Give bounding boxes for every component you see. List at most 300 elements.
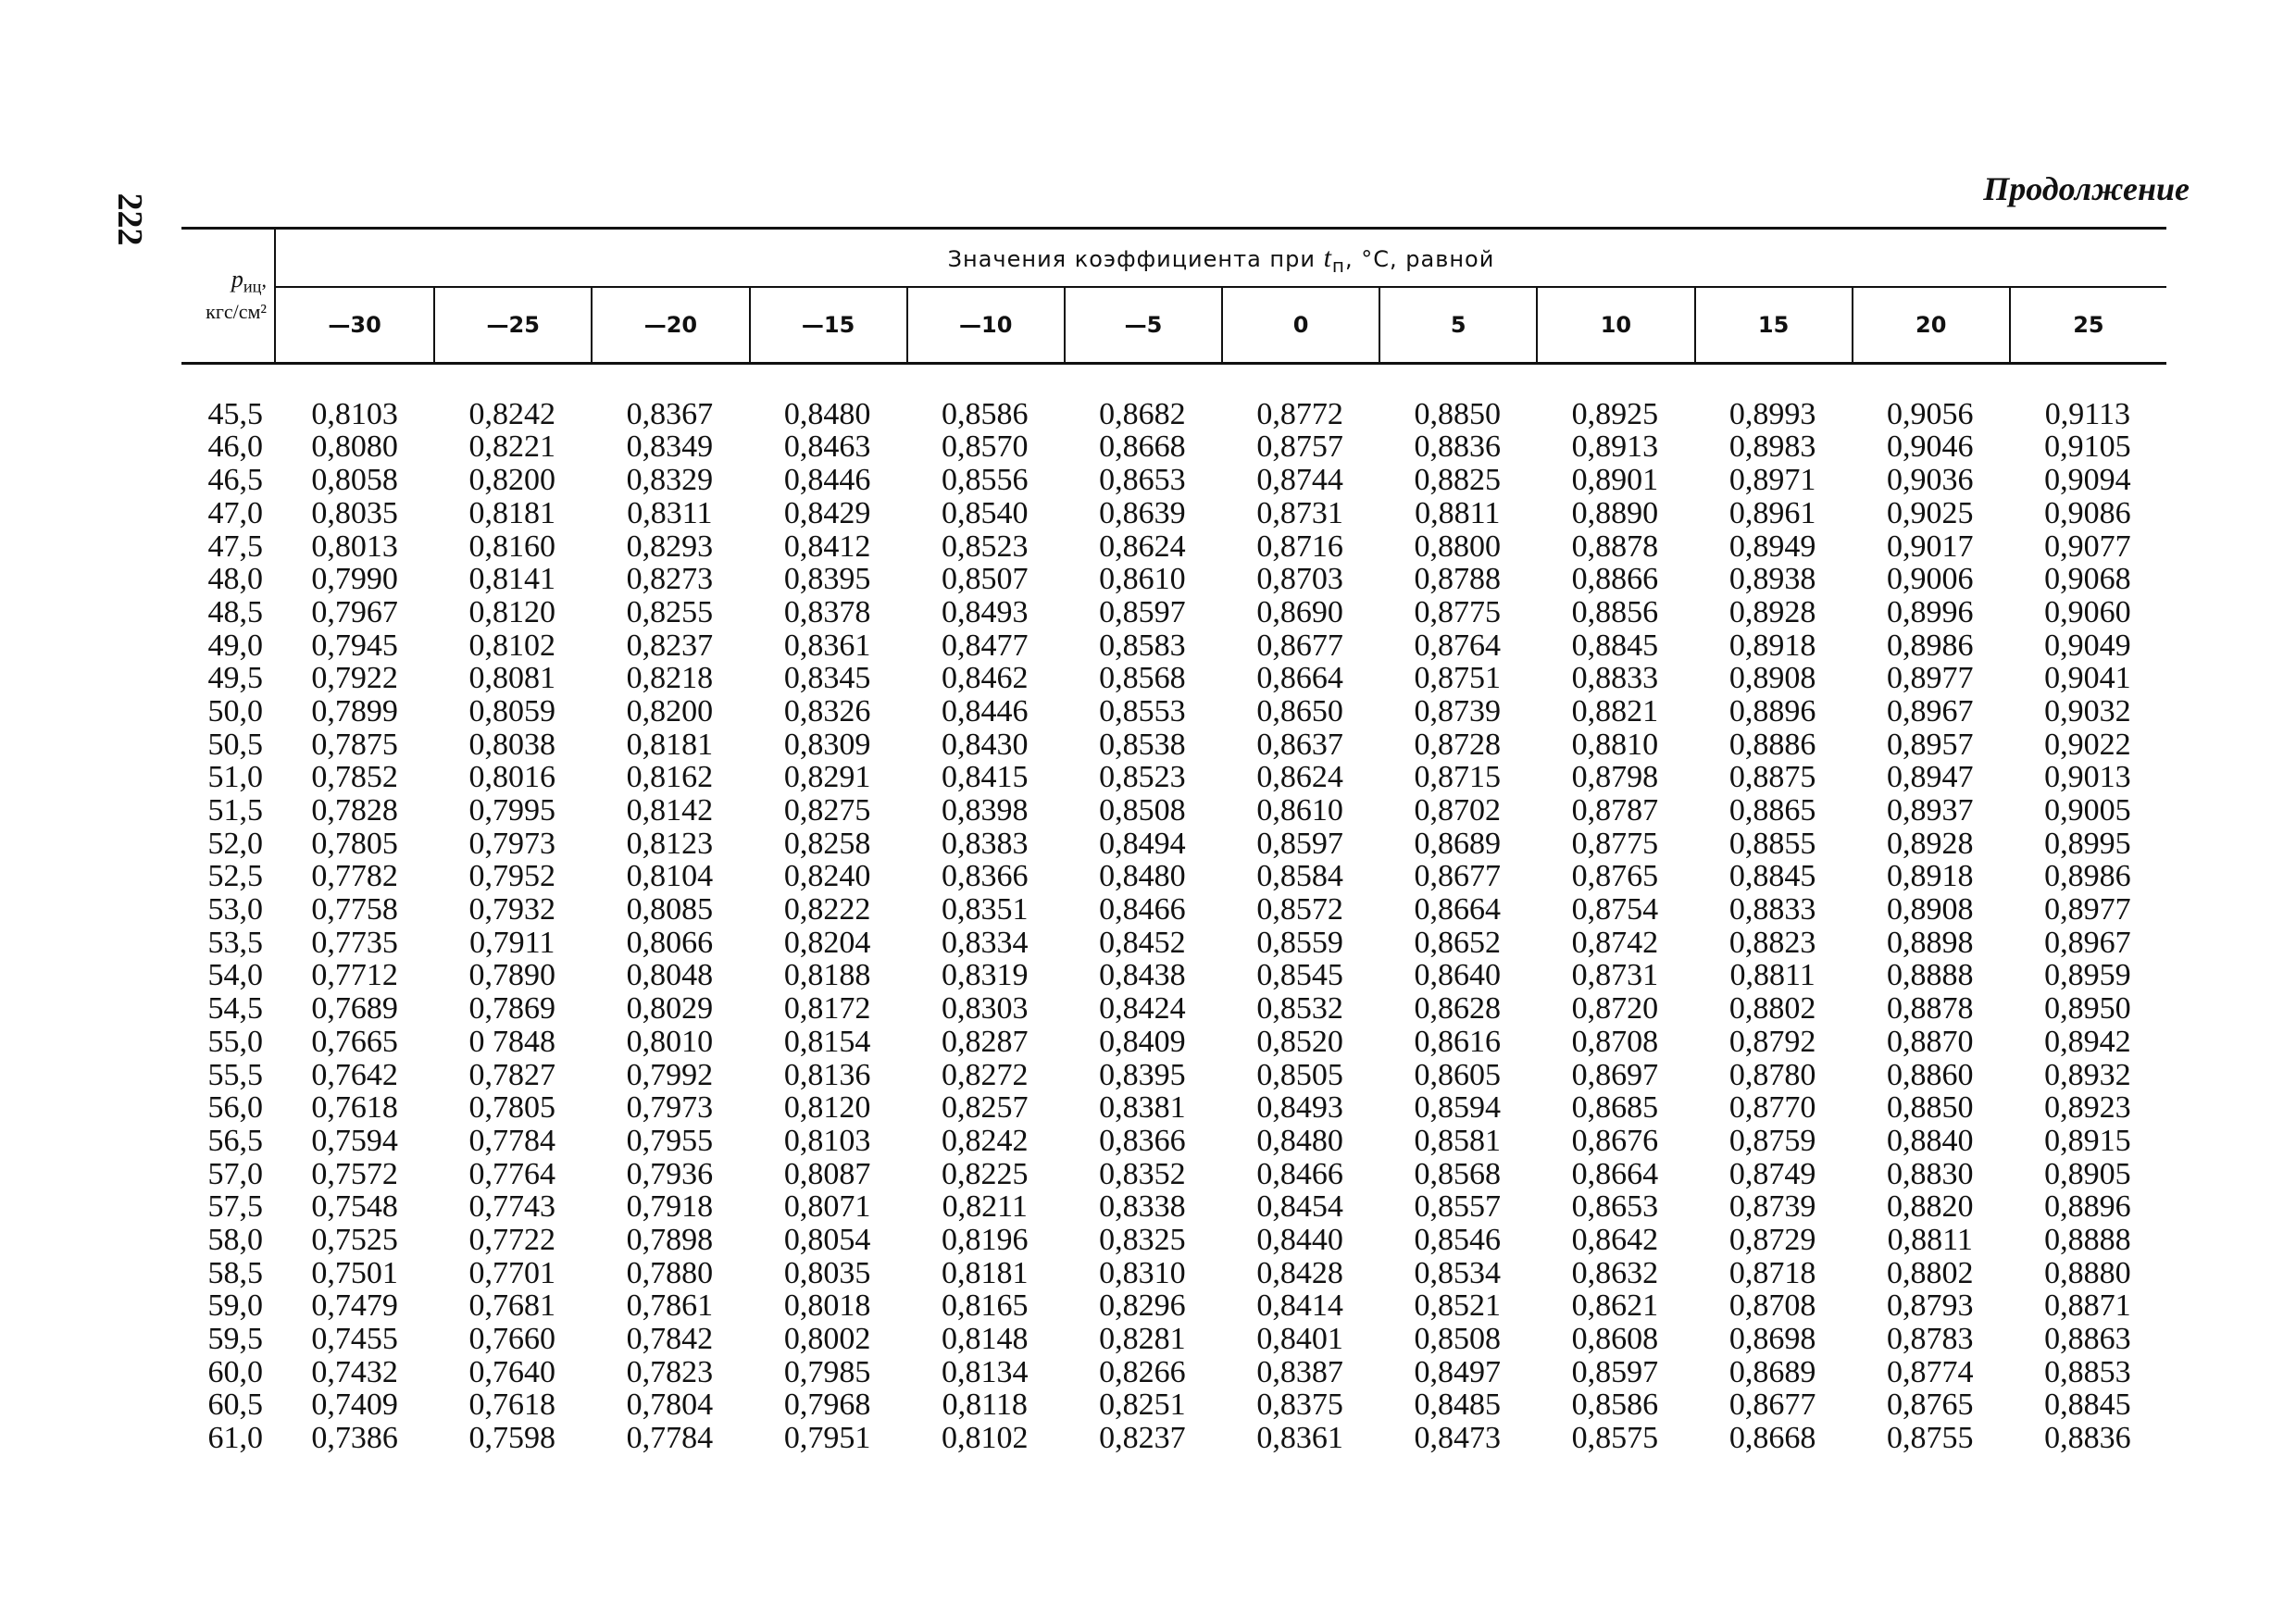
- coefficient-cell: 0,8765: [1886, 1388, 1974, 1423]
- coefficient-cell: 0,7618: [468, 1388, 555, 1423]
- coefficient-cell: 0,8367: [626, 396, 714, 431]
- coefficient-cell: 0,8653: [1571, 1189, 1659, 1225]
- coefficient-cell: 0,8029: [626, 991, 714, 1027]
- column-header: —25: [433, 288, 591, 362]
- coefficient-cell: 0,8996: [1886, 594, 1974, 629]
- table-body: [181, 398, 2166, 1455]
- pressure-value: 54,0: [207, 958, 263, 993]
- column-header: —30: [328, 311, 381, 338]
- coefficient-cell: 0,7973: [626, 1090, 714, 1126]
- coefficient-cell: 0,7842: [626, 1322, 714, 1357]
- coefficient-cell: 0,8296: [1099, 1288, 1186, 1324]
- coefficient-cell: 0,8325: [1099, 1222, 1186, 1257]
- column-header: 5: [1379, 288, 1536, 362]
- coefficient-cell: 0,8154: [783, 1024, 871, 1059]
- coefficient-cell: 0,8652: [1414, 925, 1501, 960]
- coefficient-cell: 0,7758: [311, 892, 398, 927]
- coefficient-cell: 0,8366: [941, 859, 1029, 894]
- pressure-value: 45,5: [207, 396, 263, 431]
- coefficient-cell: 0,8415: [941, 760, 1029, 795]
- coefficient-cell: 0,8586: [1571, 1388, 1659, 1423]
- coefficient-cell: 0,8572: [1256, 892, 1343, 927]
- coefficient-cell: 0,8856: [1571, 594, 1659, 629]
- coefficient-cell: 0,7572: [311, 1156, 398, 1191]
- coefficient-cell: 0,8104: [626, 859, 714, 894]
- coefficient-cell: 0,8120: [783, 1090, 871, 1126]
- coefficient-cell: 0,8540: [941, 495, 1029, 530]
- coefficient-cell: 0,8378: [783, 594, 871, 629]
- coefficient-cell: 0,8204: [783, 925, 871, 960]
- coefficient-cell: 0,7968: [783, 1388, 871, 1423]
- coefficient-cell: 0,8983: [1728, 429, 1816, 465]
- coefficient-cell: 0,8398: [941, 793, 1029, 828]
- coefficient-cell: 0,8087: [783, 1156, 871, 1191]
- coefficient-cell: 0,8181: [626, 727, 714, 762]
- coefficient-cell: 0,7689: [311, 991, 398, 1027]
- coefficient-cell: 0,7995: [468, 793, 555, 828]
- coefficient-cell: 0,8242: [941, 1123, 1029, 1158]
- coefficient-cell: 0,8880: [2044, 1255, 2131, 1290]
- coefficient-cell: 0,7640: [468, 1354, 555, 1389]
- pressure-value: 56,0: [207, 1090, 263, 1126]
- coefficient-cell: 0,8840: [1886, 1123, 1974, 1158]
- coefficient-cell: 0,8071: [783, 1189, 871, 1225]
- coefficient-cell: 0,9068: [2044, 562, 2131, 597]
- pressure-value: 60,0: [207, 1354, 263, 1389]
- coefficient-cell: 0,8993: [1728, 396, 1816, 431]
- coefficient-cell: 0,8800: [1414, 529, 1501, 564]
- coefficient-cell: 0,7880: [626, 1255, 714, 1290]
- coefficient-cell: 0,9005: [2044, 793, 2131, 828]
- pressure-value: 55,5: [207, 1057, 263, 1092]
- coefficient-cell: 0,8755: [1886, 1421, 1974, 1456]
- coefficient-cell: 0,7827: [468, 1057, 555, 1092]
- coefficient-cell: 0,8896: [2044, 1189, 2131, 1225]
- coefficient-cell: 0,8066: [626, 925, 714, 960]
- coefficient-cell: 0,7985: [783, 1354, 871, 1389]
- coefficient-cell: 0,8242: [468, 396, 555, 431]
- coefficient-cell: 0,8473: [1414, 1421, 1501, 1456]
- coefficient-cell: 0,9025: [1886, 495, 1974, 530]
- coefficient-cell: 0,8918: [1728, 628, 1816, 663]
- coefficient-cell: 0,8886: [1728, 727, 1816, 762]
- coefficient-cell: 0,8162: [626, 760, 714, 795]
- coefficient-cell: 0,8568: [1099, 661, 1186, 696]
- coefficient-cell: 0,8716: [1256, 529, 1343, 564]
- coefficient-cell: 0,7992: [626, 1057, 714, 1092]
- coefficient-cell: 0,8383: [941, 826, 1029, 861]
- coefficient-cell: 0,8739: [1414, 693, 1501, 728]
- column-header: 0: [1221, 288, 1379, 362]
- coefficient-cell: 0,8141: [468, 562, 555, 597]
- coefficient-cell: 0,7973: [468, 826, 555, 861]
- coefficient-cell: 0,8200: [468, 463, 555, 498]
- coefficient-cell: 0,8048: [626, 958, 714, 993]
- coefficient-cell: 0,8901: [1571, 463, 1659, 498]
- coefficient-cell: 0,8668: [1728, 1421, 1816, 1456]
- coefficient-cell: 0,8120: [468, 594, 555, 629]
- coefficient-cell: 0,8446: [783, 463, 871, 498]
- coefficient-cell: 0,8291: [783, 760, 871, 795]
- coefficient-cell: 0,8409: [1099, 1024, 1186, 1059]
- coefficient-cell: 0,7784: [468, 1123, 555, 1158]
- coefficient-cell: 0,8584: [1256, 859, 1343, 894]
- coefficient-cell: 0,8947: [1886, 760, 1974, 795]
- coefficient-cell: 0,9113: [2044, 396, 2131, 431]
- pressure-symbol: $p_{иц}$,: [231, 265, 267, 296]
- coefficient-cell: 0,8863: [2044, 1322, 2131, 1357]
- coefficient-cell: 0,8676: [1571, 1123, 1659, 1158]
- coefficient-cell: 0,8775: [1414, 594, 1501, 629]
- table-header-rule: [181, 362, 2166, 365]
- coefficient-cell: 0,7784: [626, 1421, 714, 1456]
- coefficient-cell: 0,8850: [1414, 396, 1501, 431]
- coefficient-cell: 0,8361: [783, 628, 871, 663]
- coefficient-cell: 0,7967: [311, 594, 398, 629]
- coefficient-cell: 0,8642: [1571, 1222, 1659, 1257]
- coefficient-cell: 0,7479: [311, 1288, 398, 1324]
- coefficient-cell: 0,8811: [1729, 958, 1816, 993]
- pressure-value: 49,5: [207, 661, 263, 696]
- coefficient-cell: 0,8775: [1571, 826, 1659, 861]
- column-header: 10: [1536, 288, 1693, 362]
- coefficient-cell: 0,8058: [311, 463, 398, 498]
- coefficient-cell: 0,7735: [311, 925, 398, 960]
- coefficient-cell: 0,8664: [1571, 1156, 1659, 1191]
- coefficient-cell: 0,8845: [1571, 628, 1659, 663]
- pressure-value: 49,0: [207, 628, 263, 663]
- coefficient-cell: 0,8637: [1256, 727, 1343, 762]
- coefficient-cell: 0,7945: [311, 628, 398, 663]
- coefficient-cell: 0,8266: [1099, 1354, 1186, 1389]
- coefficient-cell: 0,8103: [311, 396, 398, 431]
- coefficient-cell: 0,8664: [1256, 661, 1343, 696]
- coefficient-cell: 0,7386: [311, 1421, 398, 1456]
- coefficient-cell: 0,7911: [469, 925, 555, 960]
- coefficient-cell: 0,8764: [1414, 628, 1501, 663]
- coefficient-cell: 0,8751: [1414, 661, 1501, 696]
- coefficient-cell: 0,8523: [941, 529, 1029, 564]
- coefficient-cell: 0,8888: [1886, 958, 1974, 993]
- coefficient-cell: 0,8923: [2044, 1090, 2131, 1126]
- coefficient-cell: 0,8059: [468, 693, 555, 728]
- coefficient-cell: 0,8715: [1414, 760, 1501, 795]
- coefficient-cell: 0,8559: [1256, 925, 1343, 960]
- column-header: —15: [749, 288, 906, 362]
- pressure-value: 51,0: [207, 760, 263, 795]
- coefficient-cell: 0,8172: [783, 991, 871, 1027]
- coefficient-cell: 0,8772: [1256, 396, 1343, 431]
- coefficient-cell: 0,8986: [2044, 859, 2131, 894]
- coefficient-cell: 0,8677: [1728, 1388, 1816, 1423]
- coefficient-cell: 0,8237: [626, 628, 714, 663]
- coefficient-cell: 0,8293: [626, 529, 714, 564]
- coefficient-cell: 0,8557: [1414, 1189, 1501, 1225]
- coefficient-cell: 0,8395: [1099, 1057, 1186, 1092]
- coefficient-cell: 0,8594: [1414, 1090, 1501, 1126]
- coefficient-cell: 0,8765: [1571, 859, 1659, 894]
- pressure-value: 48,0: [207, 562, 263, 597]
- coefficient-cell: 0,8915: [2044, 1123, 2131, 1158]
- coefficient-cell: 0,9046: [1886, 429, 1974, 465]
- pressure-value: 51,5: [207, 793, 263, 828]
- coefficient-cell: 0,8485: [1414, 1388, 1501, 1423]
- coefficient-cell: 0,8568: [1414, 1156, 1501, 1191]
- coefficient-cell: 0,7823: [626, 1354, 714, 1389]
- coefficient-cell: 0,8038: [468, 727, 555, 762]
- coefficient-cell: 0,8845: [1728, 859, 1816, 894]
- coefficient-cell: 0,8757: [1256, 429, 1343, 465]
- coefficient-cell: 0,8731: [1571, 958, 1659, 993]
- coefficient-cell: 0,8424: [1099, 991, 1186, 1027]
- coefficient-cell: 0,8148: [941, 1322, 1029, 1357]
- coefficient-cell: 0,9022: [2044, 727, 2131, 762]
- coefficient-cell: 0,8237: [1099, 1421, 1186, 1456]
- coefficient-cell: 0,7618: [311, 1090, 398, 1126]
- coefficient-cell: 0,7743: [468, 1189, 555, 1225]
- coefficient-cell: 0,8349: [626, 429, 714, 465]
- coefficient-cell: 0,8788: [1414, 562, 1501, 597]
- coefficient-cell: 0,8908: [1728, 661, 1816, 696]
- coefficient-cell: 0,8381: [1099, 1090, 1186, 1126]
- pressure-value: 47,5: [207, 529, 263, 564]
- pressure-value: 50,5: [207, 727, 263, 762]
- coefficient-cell: 0,8309: [783, 727, 871, 762]
- pressure-value: 52,0: [207, 826, 263, 861]
- coefficient-cell: 0,8698: [1728, 1322, 1816, 1357]
- coefficient-cell: 0 7848: [468, 1024, 555, 1059]
- pressure-value: 46,0: [207, 429, 263, 465]
- coefficient-cell: 0,7681: [468, 1288, 555, 1324]
- coefficient-cell: 0,8739: [1728, 1189, 1816, 1225]
- coefficient-cell: 0,8222: [783, 892, 871, 927]
- coefficient-cell: 0,8556: [941, 463, 1029, 498]
- coefficient-cell: 0,7861: [626, 1288, 714, 1324]
- pressure-value: 59,5: [207, 1322, 263, 1357]
- coefficient-cell: 0,8928: [1886, 826, 1974, 861]
- coefficient-cell: 0,7782: [311, 859, 398, 894]
- pressure-value: 53,5: [207, 925, 263, 960]
- coefficient-cell: 0,8597: [1099, 594, 1186, 629]
- pressure-unit: кгс/см²: [206, 300, 267, 324]
- coefficient-cell: 0,8240: [783, 859, 871, 894]
- coefficient-cell: 0,8855: [1728, 826, 1816, 861]
- coefficient-cell: 0,8708: [1571, 1024, 1659, 1059]
- coefficient-cell: 0,8811: [1887, 1222, 1973, 1257]
- coefficient-cell: 0,8160: [468, 529, 555, 564]
- coefficient-cell: 0,7764: [468, 1156, 555, 1191]
- coefficient-cell: 0,8440: [1256, 1222, 1343, 1257]
- coefficient-cell: 0,7890: [468, 958, 555, 993]
- coefficient-cell: 0,8310: [1099, 1255, 1186, 1290]
- coefficient-cell: 0,8251: [1099, 1388, 1186, 1423]
- coefficient-cell: 0,7665: [311, 1024, 398, 1059]
- coefficient-cell: 0,8225: [941, 1156, 1029, 1191]
- coefficient-cell: 0,8521: [1414, 1288, 1501, 1324]
- coefficient-cell: 0,8810: [1571, 727, 1659, 762]
- pressure-value: 60,5: [207, 1388, 263, 1423]
- coefficient-cell: 0,8770: [1728, 1090, 1816, 1126]
- coefficient-cell: 0,8697: [1571, 1057, 1659, 1092]
- coefficient-cell: 0,8720: [1571, 991, 1659, 1027]
- coefficient-cell: 0,8272: [941, 1057, 1029, 1092]
- pressure-value: 54,5: [207, 991, 263, 1027]
- coefficient-cell: 0,8462: [941, 661, 1029, 696]
- coefficient-cell: 0,8165: [941, 1288, 1029, 1324]
- coefficient-cell: 0,8932: [2044, 1057, 2131, 1092]
- coefficient-cell: 0,8896: [1728, 693, 1816, 728]
- coefficient-cell: 0,7722: [468, 1222, 555, 1257]
- coefficient-cell: 0,8430: [941, 727, 1029, 762]
- coefficient-cell: 0,8830: [1886, 1156, 1974, 1191]
- coefficient-cell: 0,7594: [311, 1123, 398, 1158]
- coefficient-cell: 0,8871: [2044, 1288, 2131, 1324]
- coefficient-cell: 0,8255: [626, 594, 714, 629]
- pressure-value: 59,0: [207, 1288, 263, 1324]
- coefficient-cell: 0,8689: [1414, 826, 1501, 861]
- coefficient-cell: 0,7804: [626, 1388, 714, 1423]
- coefficient-cell: 0,9032: [2044, 693, 2131, 728]
- coefficient-cell: 0,8870: [1886, 1024, 1974, 1059]
- coefficient-cell: 0,8081: [468, 661, 555, 696]
- coefficient-cell: 0,8905: [2044, 1156, 2131, 1191]
- coefficient-cell: 0,7990: [311, 562, 398, 597]
- coefficient-cell: 0,8134: [941, 1354, 1029, 1389]
- coefficient-cell: 0,8639: [1099, 495, 1186, 530]
- coefficient-cell: 0,8802: [1886, 1255, 1974, 1290]
- coefficient-cell: 0,8311: [627, 495, 713, 530]
- coefficient-cell: 0,8925: [1571, 396, 1659, 431]
- coefficient-cell: 0,8689: [1728, 1354, 1816, 1389]
- coefficient-cell: 0,8303: [941, 991, 1029, 1027]
- pressure-column-header: [181, 230, 276, 362]
- coefficient-cell: 0,8546: [1414, 1222, 1501, 1257]
- coefficient-cell: 0,7525: [311, 1222, 398, 1257]
- coefficient-cell: 0,9056: [1886, 396, 1974, 431]
- coefficient-cell: 0,9094: [2044, 463, 2131, 498]
- coefficient-cell: 0,8002: [783, 1322, 871, 1357]
- coefficient-cell: 0,8836: [1414, 429, 1501, 465]
- coefficient-cell: 0,8608: [1571, 1322, 1659, 1357]
- coefficient-cell: 0,8866: [1571, 562, 1659, 597]
- coefficient-cell: 0,8731: [1256, 495, 1343, 530]
- coefficient-cell: 0,8345: [783, 661, 871, 696]
- coefficient-cell: 0,8142: [626, 793, 714, 828]
- pressure-value: 48,5: [207, 594, 263, 629]
- coefficient-cell: 0,8742: [1571, 925, 1659, 960]
- coefficient-cell: 0,8545: [1256, 958, 1343, 993]
- coefficient-cell: 0,8395: [783, 562, 871, 597]
- coefficient-cell: 0,7932: [468, 892, 555, 927]
- coefficient-cell: 0,8729: [1728, 1222, 1816, 1257]
- coefficient-cell: 0,8035: [783, 1255, 871, 1290]
- coefficient-cell: 0,8494: [1099, 826, 1186, 861]
- coefficient-cell: 0,8523: [1099, 760, 1186, 795]
- coefficient-cell: 0,9041: [2044, 661, 2131, 696]
- coefficient-cell: 0,8833: [1571, 661, 1659, 696]
- coefficient-cell: 0,8961: [1728, 495, 1816, 530]
- coefficient-cell: 0,8898: [1886, 925, 1974, 960]
- coefficient-cell: 0,8793: [1886, 1288, 1974, 1324]
- coefficient-cell: 0,8508: [1414, 1322, 1501, 1357]
- column-header: —5: [1064, 288, 1221, 362]
- coefficient-cell: 0,7501: [311, 1255, 398, 1290]
- coefficient-cell: 0,7951: [783, 1421, 871, 1456]
- coefficient-cell: 0,7869: [468, 991, 555, 1027]
- coefficient-cell: 0,7432: [311, 1354, 398, 1389]
- coefficient-cell: 0,8749: [1728, 1156, 1816, 1191]
- coefficient-cell: 0,8685: [1571, 1090, 1659, 1126]
- coefficient-cell: 0,8375: [1256, 1388, 1343, 1423]
- coefficient-cell: 0,8136: [783, 1057, 871, 1092]
- coefficient-cell: 0,8480: [1256, 1123, 1343, 1158]
- coefficient-cell: 0,7952: [468, 859, 555, 894]
- coefficient-cell: 0,8446: [941, 693, 1029, 728]
- coefficient-cell: 0,9006: [1886, 562, 1974, 597]
- coefficient-cell: 0,7828: [311, 793, 398, 828]
- coefficient-cell: 0,8949: [1728, 529, 1816, 564]
- coefficient-cell: 0,8211: [942, 1189, 1028, 1225]
- coefficient-cell: 0,7660: [468, 1322, 555, 1357]
- coefficient-cell: 0,8610: [1256, 793, 1343, 828]
- coefficient-cell: 0,7598: [468, 1421, 555, 1456]
- coefficient-cell: 0,8505: [1256, 1057, 1343, 1092]
- coefficient-cell: 0,8865: [1728, 793, 1816, 828]
- coefficient-cell: 0,8018: [783, 1288, 871, 1324]
- coefficient-cell: 0,8188: [783, 958, 871, 993]
- coefficient-cell: 0,8454: [1256, 1189, 1343, 1225]
- coefficient-cell: 0,9086: [2044, 495, 2131, 530]
- coefficient-cell: 0,8878: [1571, 529, 1659, 564]
- coefficient-table: [181, 227, 2166, 1455]
- coefficient-cell: 0,8319: [941, 958, 1029, 993]
- coefficient-cell: 0,7805: [311, 826, 398, 861]
- coefficient-cell: 0,8783: [1886, 1322, 1974, 1357]
- column-header: —20: [591, 288, 748, 362]
- coefficient-cell: 0,8913: [1571, 429, 1659, 465]
- coefficient-cell: 0,9017: [1886, 529, 1974, 564]
- coefficient-cell: 0,8583: [1099, 628, 1186, 663]
- coefficient-cell: 0,8977: [2044, 892, 2131, 927]
- coefficient-cell: 0,7936: [626, 1156, 714, 1191]
- coefficient-cell: 0,7875: [311, 727, 398, 762]
- coefficient-cell: 0,7642: [311, 1057, 398, 1092]
- coefficient-cell: 0,8624: [1099, 529, 1186, 564]
- coefficient-cell: 0,7712: [311, 958, 398, 993]
- coefficient-cell: 0,7899: [311, 693, 398, 728]
- coefficient-cell: 0,8414: [1256, 1288, 1343, 1324]
- coefficient-cell: 0,8507: [941, 562, 1029, 597]
- coefficient-cell: 0,8690: [1256, 594, 1343, 629]
- coefficient-cell: 0,8493: [941, 594, 1029, 629]
- coefficient-cell: 0,8477: [941, 628, 1029, 663]
- coefficient-cell: 0,8035: [311, 495, 398, 530]
- coefficient-cell: 0,8718: [1728, 1255, 1816, 1290]
- column-header: —10: [906, 288, 1064, 362]
- coefficient-cell: 0,8010: [626, 1024, 714, 1059]
- coefficient-cell: 0,9049: [2044, 628, 2131, 663]
- coefficient-cell: 0,8520: [1256, 1024, 1343, 1059]
- coefficient-cell: 0,7898: [626, 1222, 714, 1257]
- coefficient-cell: 0,9105: [2044, 429, 2131, 465]
- coefficient-cell: 0,8597: [1256, 826, 1343, 861]
- coefficient-cell: 0,8875: [1728, 760, 1816, 795]
- coefficient-cell: 0,8977: [1886, 661, 1974, 696]
- coefficient-cell: 0,8624: [1256, 760, 1343, 795]
- pressure-value: 55,0: [207, 1024, 263, 1059]
- coefficient-cell: 0,8480: [1099, 859, 1186, 894]
- coefficient-cell: 0,8401: [1256, 1322, 1343, 1357]
